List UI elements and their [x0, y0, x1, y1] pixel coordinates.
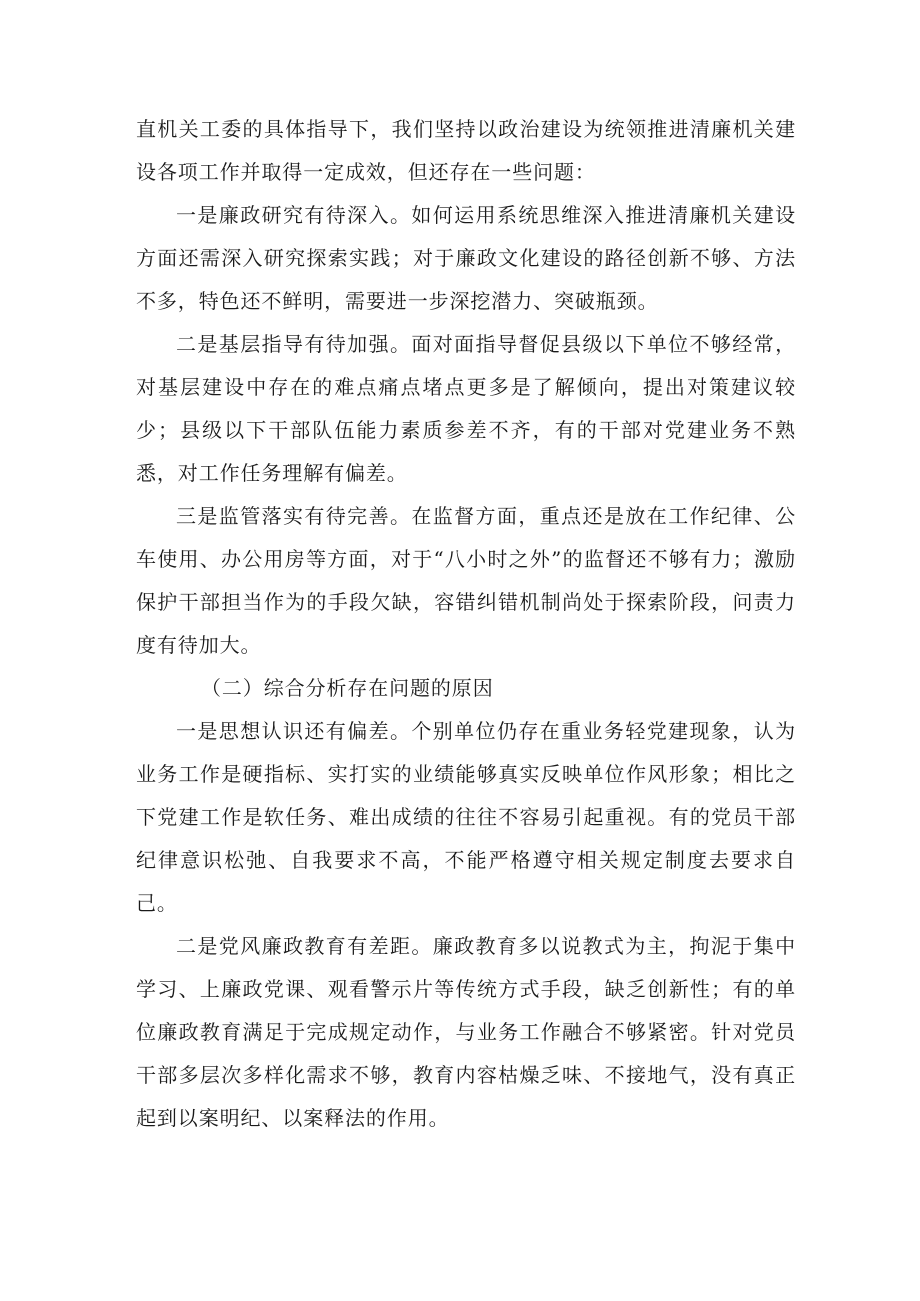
paragraph-guidance: 二是基层指导有待加强。面对面指导督促县级以下单位不够经常，对基层建设中存在的难点痛点堵点更多是了解倾向，提出对策建议较少；县级以下干部队伍能力素质参差不齐，有的干部对党建业务不熟悉，对工作任务理解有偏差。 — [136, 332, 796, 485]
section-heading: （二）综合分析存在问题的原因 — [201, 676, 494, 700]
document-body — [136, 108, 796, 1140]
paragraph-education: 二是党风廉政教育有差距。廉政教育多以说教式为主，拘泥于集中学习、上廉政党课、观看警示片等传统方式手段，缺乏创新性；有的单位廉政教育满足于完成规定动作，与业务工作融合不够紧密。针对党员干部多层次多样化需求不够，教育内容枯燥乏味、不接地气，没有真正起到以案明纪、以案释法的作用。 — [136, 934, 796, 1130]
paragraph-research: 一是廉政研究有待深入。如何运用系统思维深入推进清廉机关建设方面还需深入研究探索实践；对于廉政文化建设的路径创新不够、方法不多，特色还不鲜明，需要进一步深挖潜力、突破瓶颈。 — [136, 203, 796, 313]
paragraph-supervision: 三是监管落实有待完善。在监督方面，重点还是放在工作纪律、公车使用、办公用房等方面，对于“八小时之外”的监督还不够有力；激励保护干部担当作为的手段欠缺，容错纠错机制尚处于探索阶段，问责力度有待加大。 — [136, 504, 796, 657]
paragraph-awareness: 一是思想认识还有偏差。个别单位仍存在重业务轻党建现象，认为业务工作是硬指标、实打实的业绩能够真实反映单位作风形象；相比之下党建工作是软任务、难出成绩的往往不容易引起重视。有的党员干部纪律意识松弛、自我要求不高，不能严格遵守相关规定制度去要求自己。 — [136, 719, 796, 915]
paragraph-intro: 直机关工委的具体指导下，我们坚持以政治建设为统领推进清廉机关建设各项工作并取得一定成效，但还存在一些问题： — [136, 117, 796, 184]
